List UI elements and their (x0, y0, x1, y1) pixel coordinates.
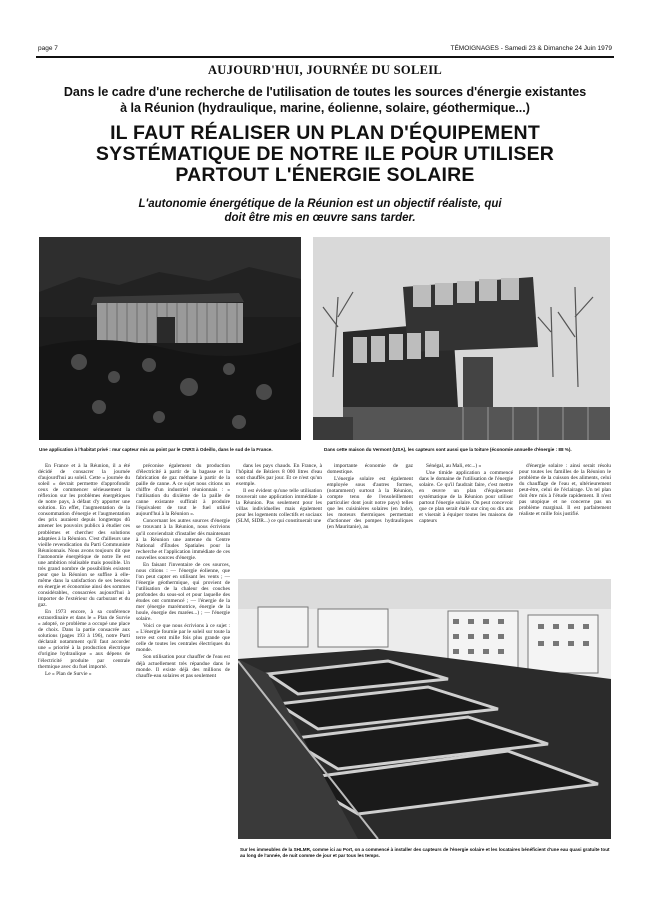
article-paragraph: En faisant l'inventaire de ces sources, nous citions : — l'énergie éolienne, que l'on peut capter en utilisant les vents ; — l'énergie géothermique, qui provient de l'utilisation de la chaleur des couches profondes du sous-sol et pour laquelle des études ont commencé ; — l'énergie de la mer (énergie marémotrice, énergie de la houle, énergie des marées...) ; — l'énergie solaire. (136, 561, 230, 623)
rooftop-solar-collectors-photo (238, 579, 611, 839)
headline: IL FAUT RÉALISER UN PLAN D'ÉQUIPEMENT SYSTÉMATIQUE DE NOTRE ILE POUR UTILISER PARTOUT L'ÉNERGIE SOLAIRE (95, 122, 555, 186)
article-paragraph: préconise également du production d'électricité à partir de la bagasse et la fabrication de gaz méthane à partir de la paille de canne. A ce sujet nous citions un chiffre d'un industriel réunionnais : « l'utilisation du dixième de la paille de canne existante suffirait à produire l'équivalent de tout le fuel utilisé aujourd'hui à la Réunion ». (136, 463, 230, 518)
article-paragraph: Voici ce que nous écrivions à ce sujet : « L'énergie fournie par le soleil sur toute la terre est cent mille fois plus grande que celle de toutes les centrales électriques du monde. (136, 623, 230, 654)
article-column-4 (327, 463, 413, 573)
article-paragraph: importante économie de gaz domestique. (327, 463, 413, 476)
article-paragraph: Sénégal, au Mali, etc...) » (426, 463, 482, 469)
article-paragraph: Son utilisation pour chauffer de l'eau est déjà actuellement très répandue dans le monde. Il existe déjà des millions de chauffe-eau solaires et pas seulement (136, 654, 230, 679)
caption-bottom: Sur les immeubles de la SHLMR, comme ici au Port, on a commencé à installer des capteurs de l'énergie solaire et les locataires bénéficient d'une eau quasi gratuite tout au long de l'année, de nuit comme de jour et par tous les temps. (240, 847, 610, 858)
publication-dateline: TÉMOIGNAGES - Samedi 23 & Dimanche 24 Juin 1979 (450, 45, 612, 52)
article-paragraph: dans les pays chauds. En France, à l'hôpital de Béziers 8 000 litres d'eau sont chauffés par jour. Et ce n'est qu'un exemple. (236, 463, 322, 488)
article-column-5 (419, 463, 513, 573)
article-paragraph: L'énergie solaire est également employée sous d'autres formes, (notamment) surtout à la Réunion, compte tenu de l'ensoleillement particulier dont jouit notre pays) telles que les cuisinières solaires (en Inde), les moteurs thermiques permettant d'actionner des pompes hydrauliques (en Mauritanie), au (327, 476, 413, 531)
solar-house-photo (39, 237, 301, 440)
article-paragraph: En France et à la Réunion, il a été décidé de consacrer la journée d'aujourd'hui au soleil. Cette « journée du soleil » devrait permettre d'approfondir ceux de commencer sérieusement la réflexion sur les problèmes énergétiques de notre pays, à défaut d'y apporter une solution. En effet, l'augmentation de la consommation d'énergie et l'augmentation des prix auraient depuis longtemps dû amener les pouvoirs publics à étudier ces problèmes et chercher des solutions adaptées à la Réunion. C'est d'ailleurs une vieille revendication du Parti Communiste Réunionnais. Nous avons toujours dit que l'autonomie énergétique de notre île est une ambition réalisable mais possible. Un très grand nombre de possibilités existent pour que la Réunion se suffise à elle-même dans la satisfaction de ses besoins en énergie et économise ainsi des sommes considérables, consacrées aujourd'hui à importer de l'extérieur du carburant et du gaz. (38, 463, 130, 609)
page-number: page 7 (38, 45, 58, 52)
standfirst: L'autonomie énergétique de la Réunion est un objectif réaliste, qui doit être mis en œuvre sans tarder. (138, 198, 502, 224)
article-paragraph: d'énergie solaire : ainsi serait résolu pour toutes les familles de la Réunion le problème de la cuisson des aliments, celui du chauffage de l'eau et, ultérieurement peut-être, celui de l'éclairage. Un tel plan doit être mis à l'étude rapidement. Il n'est pas utopique et ne concerne pas un problème marginal. Il est parfaitement réaliste et mille fois justifié. (519, 463, 611, 518)
vermont-solar-house-photo (313, 237, 610, 440)
caption-left: Une application à l'habitat privé : mur capteur mis au point par le CNRS à Odeillo, dans le sud de la France. (39, 447, 273, 452)
caption-right: Dans cette maison du Vermont (USA), les capteurs sont aussi que la toiture (économie annuelle d'énergie : 88 %). (324, 447, 572, 452)
article-column-6 (519, 463, 611, 573)
kicker: AUJOURD'HUI, JOURNÉE DU SOLEIL (207, 63, 443, 77)
article-column-1 (38, 463, 130, 863)
article-column-3 (236, 463, 322, 573)
article-paragraph: Il est évident qu'une telle utilisation trouverait une application immédiate à la Réunion. Pas seulement pour les villas individuelles mais également pour les logements collectifs et sociaux (SLM, SIDR...) ce qui constituerait une (236, 488, 322, 525)
article-column-2 (136, 463, 230, 863)
article-paragraph: Une timide application a commencé dans le domaine de l'utilisation de l'énergie solaire. Ce qu'il faudrait faire, c'est mettre en œuvre un plan d'équipement systématique de la Réunion pour utiliser partout l'énergie solaire. On peut concevoir que ce plan serait étalé sur cinq ou dix ans et viserait à équiper toutes les maisons de capteurs (419, 470, 513, 525)
article-paragraph: En 1973 encore, à sa conférence extraordinaire et dans le « Plan de Survie » adopté, ce problème a occupé une place de choix. Dans la partie consacrée aux solutions (pages 193 à 196), notre Parti déclarait notamment qu'il faut accorder une « priorité à la production électrique d'origine hydraulique » aux dépens de l'électricité produite par centrale thermique avec du fuel importé. (38, 609, 130, 670)
deck: Dans le cadre d'une recherche de l'utilisation de toutes les sources d'énergie existantes à la Réunion (hydraulique, marine, éolienne, solaire, géothermique...) (63, 85, 587, 115)
article-paragraph: Le « Plan de Survie » (45, 670, 92, 677)
header-rule (36, 56, 614, 58)
article-paragraph: Concernant les autres sources d'énergie se trouvant à la Réunion, nous écrivions qu'il conviendrait d'installer dès maintenant à la Réunion une antenne du Centre National d'Études Spatiales pour la recherche et l'application immédiate de ces nouvelles sources d'énergie. (136, 518, 230, 561)
